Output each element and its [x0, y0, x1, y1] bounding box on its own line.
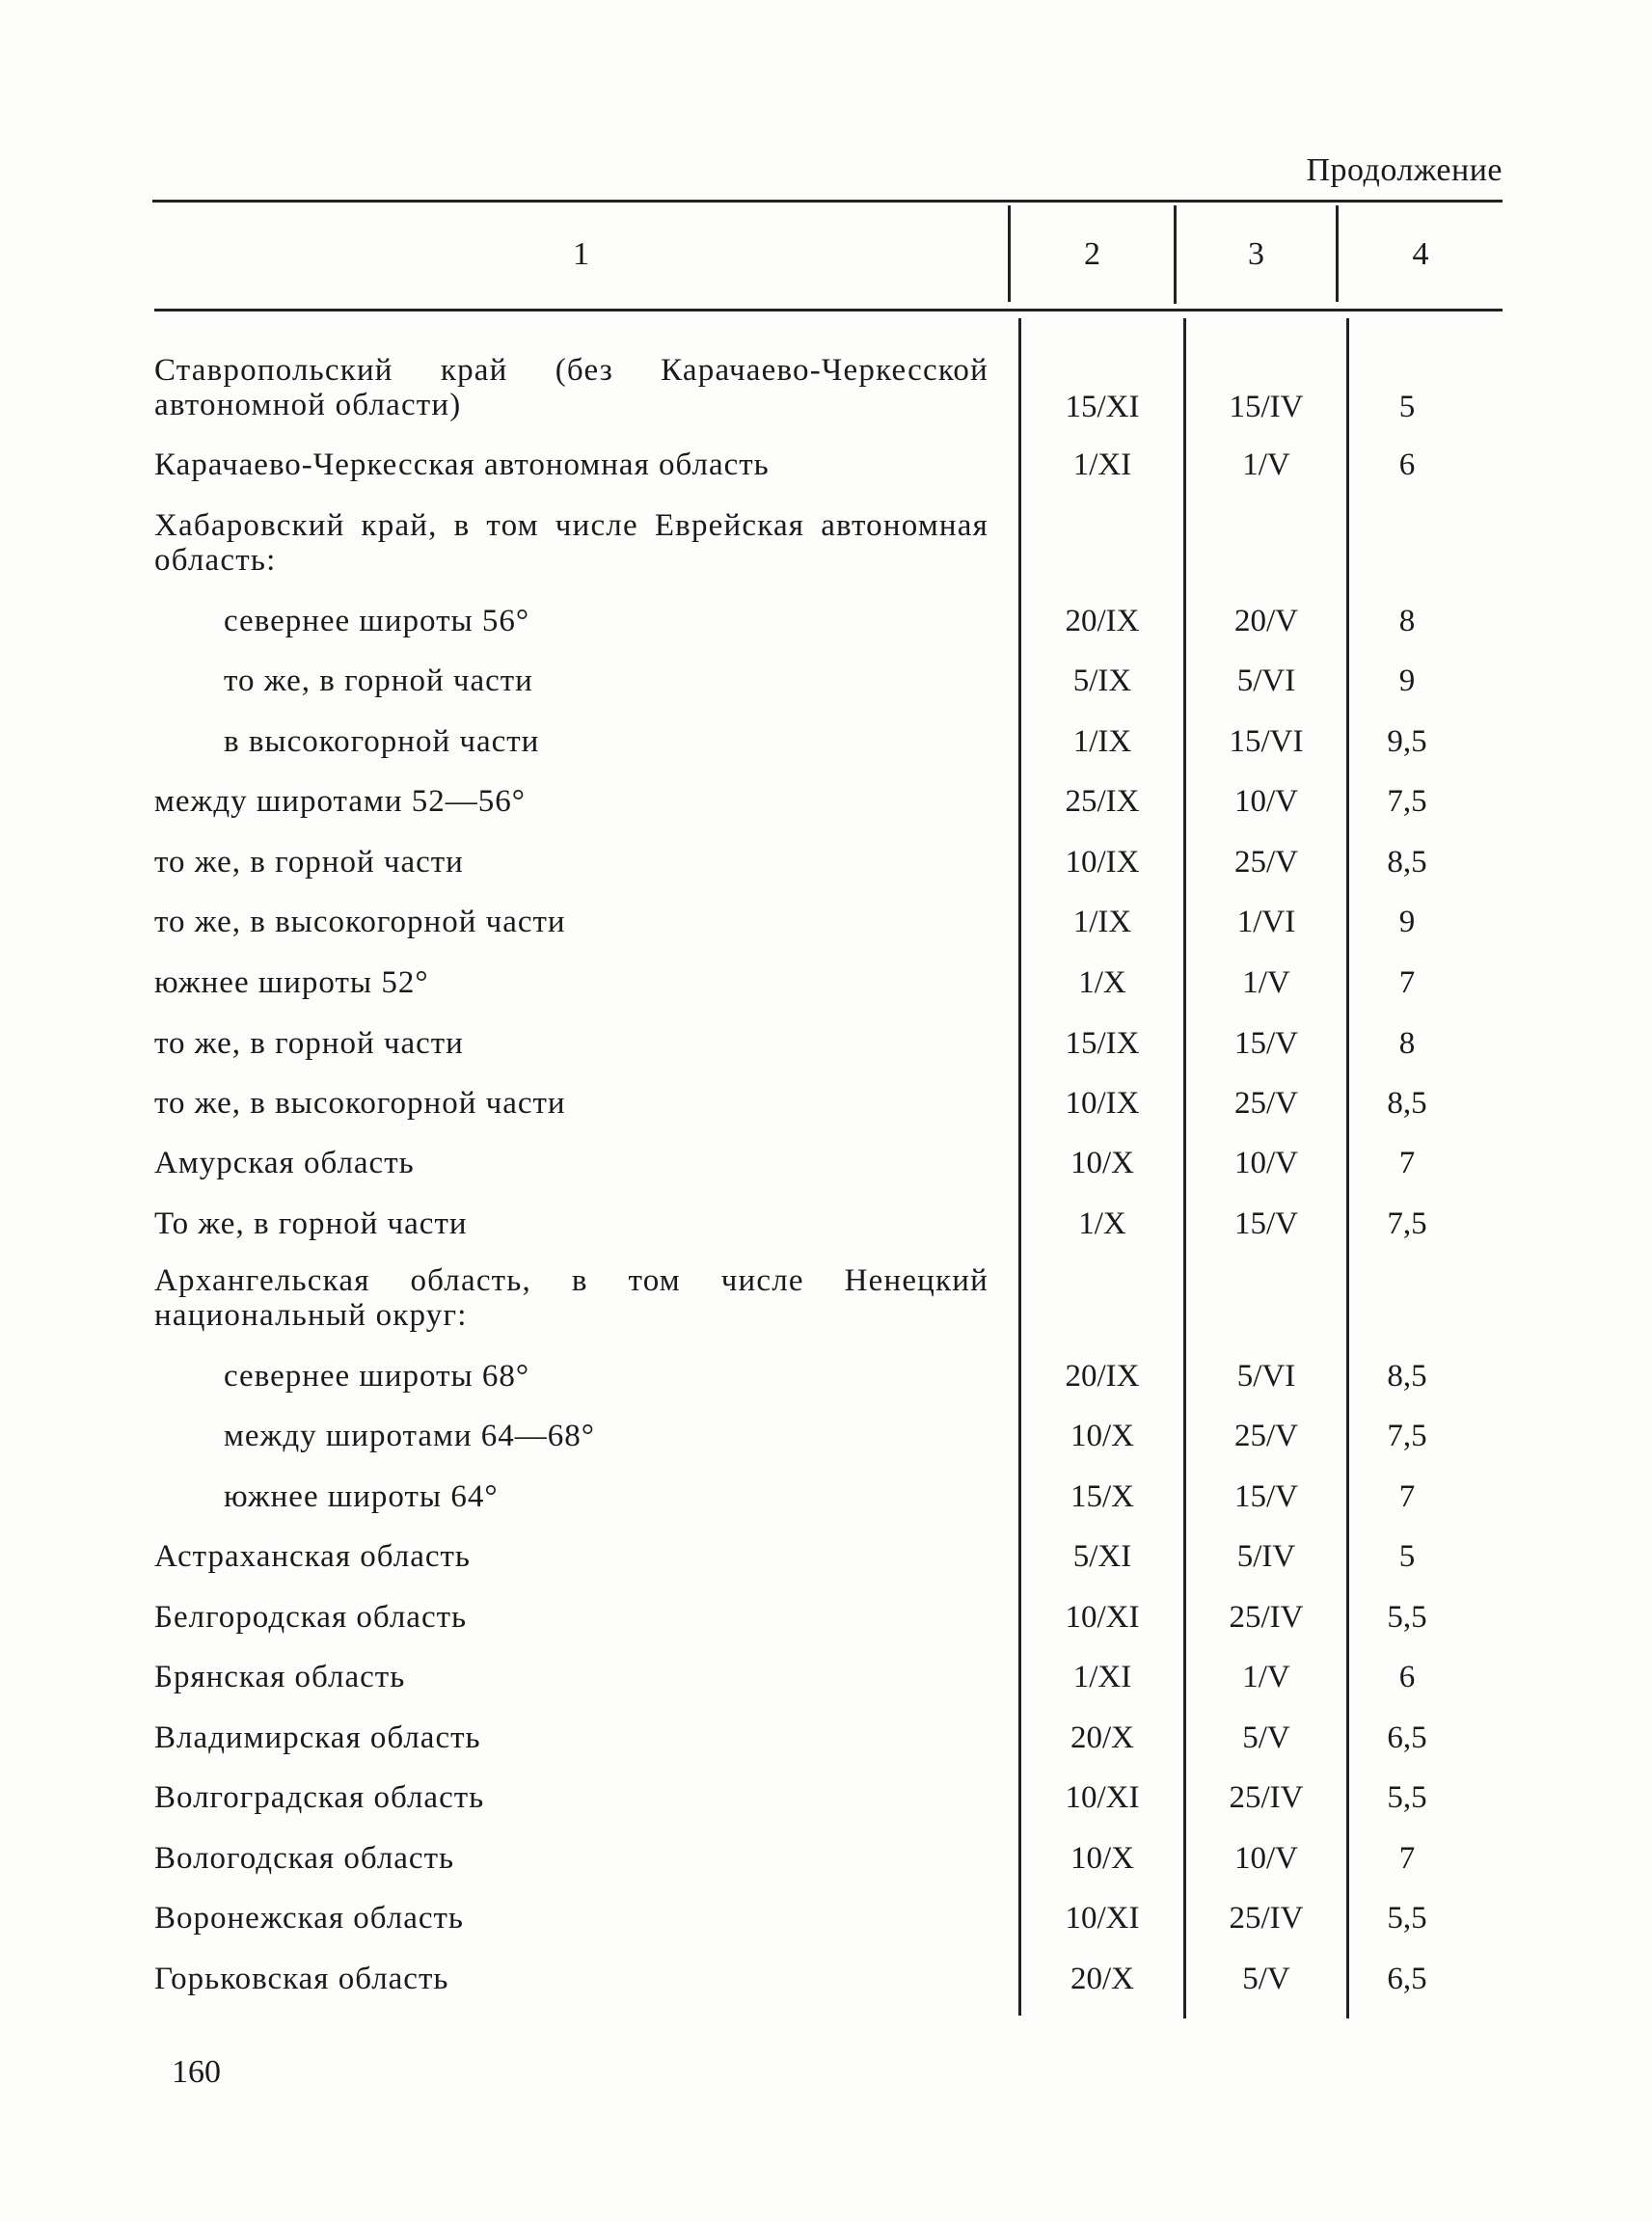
row-label: то же, в горной части: [154, 845, 464, 880]
cell-col-2: 25/IX: [1065, 784, 1140, 819]
cell-col-3: 5/V: [1242, 1720, 1290, 1755]
table-row: [0, 1201, 1652, 1249]
cell-col-2: 20/IX: [1065, 1359, 1140, 1394]
cell-col-3: 5/V: [1242, 1962, 1290, 1996]
cell-col-3: 1/V: [1242, 1660, 1290, 1694]
table-row: [0, 839, 1652, 887]
cell-col-4: 7: [1398, 965, 1416, 1000]
table-row: [0, 508, 1652, 585]
cell-col-4: 7: [1398, 1479, 1416, 1514]
table-row: [0, 1774, 1652, 1823]
table-row: [0, 598, 1652, 646]
table-row: [0, 1715, 1652, 1763]
cell-col-4: 6: [1398, 447, 1416, 482]
cell-col-2: 5/IX: [1072, 664, 1132, 698]
cell-col-3: 25/V: [1234, 845, 1298, 880]
row-label: Владимирская область: [154, 1720, 481, 1755]
cell-col-3: 25/IV: [1229, 1780, 1304, 1815]
row-label: Вологодская область: [154, 1841, 455, 1876]
cell-col-3: 25/V: [1234, 1419, 1298, 1453]
cell-col-4: 7,5: [1387, 1419, 1427, 1453]
cell-col-2: 10/X: [1070, 1841, 1134, 1876]
cell-col-4: 5: [1398, 1539, 1416, 1574]
cell-col-4: 8,5: [1387, 1359, 1427, 1394]
cell-col-2: 1/X: [1078, 965, 1126, 1000]
table-row: [0, 1533, 1652, 1582]
continuation-note: Продолжение: [1306, 152, 1503, 188]
cell-col-2: 10/X: [1070, 1419, 1134, 1453]
cell-col-3: 15/V: [1234, 1206, 1298, 1241]
column-header-1: 1: [573, 236, 589, 272]
cell-col-2: 10/IX: [1065, 845, 1140, 880]
table-row: [0, 1263, 1652, 1341]
row-label: Хабаровский край, в том числе Еврейская автономная область:: [154, 508, 988, 578]
table-row: [0, 778, 1652, 826]
cell-col-4: 5,5: [1387, 1901, 1427, 1936]
table-row: [0, 1080, 1652, 1128]
table-row: [0, 899, 1652, 947]
cell-col-3: 5/IV: [1236, 1539, 1296, 1574]
table-row: [0, 1654, 1652, 1702]
cell-col-2: 20/X: [1070, 1720, 1134, 1755]
table-row: [0, 718, 1652, 767]
cell-col-2: 10/X: [1070, 1146, 1134, 1180]
table-row: [0, 442, 1652, 490]
table-row: [0, 960, 1652, 1008]
table-row: [0, 1140, 1652, 1188]
page-number: 160: [172, 2054, 221, 2090]
row-label: Белгородская область: [154, 1600, 468, 1635]
row-label: Горьковская область: [154, 1962, 449, 1996]
table-row: [0, 1353, 1652, 1401]
table-row: [0, 1594, 1652, 1642]
cell-col-2: 15/X: [1070, 1479, 1134, 1514]
cell-col-4: 8,5: [1387, 1086, 1427, 1121]
cell-col-2: 5/XI: [1072, 1539, 1132, 1574]
cell-col-3: 5/VI: [1236, 664, 1296, 698]
cell-col-4: 9,5: [1387, 724, 1427, 759]
table-row: [0, 1413, 1652, 1461]
table-row: [0, 1474, 1652, 1522]
cell-col-2: 1/IX: [1072, 905, 1132, 939]
table-row: [0, 1956, 1652, 2004]
cell-col-3: 10/V: [1234, 1146, 1298, 1180]
cell-col-3: 10/V: [1234, 784, 1298, 819]
cell-col-2: 10/IX: [1065, 1086, 1140, 1121]
row-label: южнее широты 64°: [224, 1479, 499, 1514]
cell-col-4: 9: [1398, 664, 1416, 698]
cell-col-4: 8,5: [1387, 845, 1427, 880]
table-row: [0, 1895, 1652, 1943]
cell-col-4: 7,5: [1387, 784, 1427, 819]
cell-col-2: 10/XI: [1065, 1600, 1140, 1635]
row-label: Амурская область: [154, 1146, 415, 1180]
cell-col-3: 25/IV: [1229, 1600, 1304, 1635]
cell-col-4: 8: [1398, 604, 1416, 638]
cell-col-2: 20/IX: [1065, 604, 1140, 638]
cell-col-3: 15/IV: [1229, 390, 1304, 424]
column-header-4: 4: [1412, 236, 1429, 272]
cell-col-4: 7: [1398, 1146, 1416, 1180]
cell-col-2: 10/XI: [1065, 1780, 1140, 1815]
cell-col-4: 6: [1398, 1660, 1416, 1694]
row-label: то же, в горной части: [154, 1026, 464, 1061]
cell-col-3: 15/V: [1234, 1026, 1298, 1061]
cell-col-3: 10/V: [1234, 1841, 1298, 1876]
cell-col-4: 7: [1398, 1841, 1416, 1876]
row-label: Архангельская область, в том числе Ненецкий национальный округ:: [154, 1263, 988, 1333]
cell-col-3: 25/IV: [1229, 1901, 1304, 1936]
table-row: [0, 1020, 1652, 1069]
cell-col-3: 20/V: [1234, 604, 1298, 638]
row-label: То же, в горной части: [154, 1206, 468, 1241]
cell-col-4: 6,5: [1387, 1720, 1427, 1755]
cell-col-3: 1/VI: [1236, 905, 1296, 939]
cell-col-2: 10/XI: [1065, 1901, 1140, 1936]
cell-col-2: 15/IX: [1065, 1026, 1140, 1061]
row-label: Ставропольский край (без Карачаево-Черкесской автономной области): [154, 353, 988, 422]
cell-col-3: 1/V: [1242, 965, 1290, 1000]
cell-col-2: 1/X: [1078, 1206, 1126, 1241]
cell-col-4: 5: [1398, 390, 1416, 424]
row-label: севернее широты 56°: [224, 604, 530, 638]
cell-col-4: 5,5: [1387, 1780, 1427, 1815]
cell-col-4: 7,5: [1387, 1206, 1427, 1241]
cell-col-2: 1/IX: [1072, 724, 1132, 759]
cell-col-2: 20/X: [1070, 1962, 1134, 1996]
row-label: в высокогорной части: [224, 724, 540, 759]
cell-col-4: 9: [1398, 905, 1416, 939]
row-label: Астраханская область: [154, 1539, 471, 1574]
cell-col-3: 5/VI: [1236, 1359, 1296, 1394]
row-label: южнее широты 52°: [154, 965, 429, 1000]
cell-col-3: 15/V: [1234, 1479, 1298, 1514]
table-row: [0, 1835, 1652, 1883]
row-label: севернее широты 68°: [224, 1359, 530, 1394]
cell-col-3: 25/V: [1234, 1086, 1298, 1121]
row-label: между широтами 64—68°: [224, 1419, 595, 1453]
row-label: то же, в горной части: [224, 664, 533, 698]
cell-col-3: 1/V: [1242, 447, 1290, 482]
column-header-3: 3: [1248, 236, 1264, 272]
table-row: [0, 658, 1652, 706]
cell-col-2: 1/XI: [1072, 1660, 1132, 1694]
table-row: [0, 353, 1652, 430]
cell-col-4: 5,5: [1387, 1600, 1427, 1635]
column-header-2: 2: [1084, 236, 1100, 272]
row-label: то же, в высокогорной части: [154, 1086, 566, 1121]
cell-col-4: 8: [1398, 1026, 1416, 1061]
row-label: Волгоградская область: [154, 1780, 485, 1815]
row-label: то же, в высокогорной части: [154, 905, 566, 939]
cell-col-4: 6,5: [1387, 1962, 1427, 1996]
row-label: Карачаево-Черкесская автономная область: [154, 447, 770, 482]
cell-col-2: 1/XI: [1072, 447, 1132, 482]
row-label: между широтами 52—56°: [154, 784, 526, 819]
cell-col-2: 15/XI: [1065, 390, 1140, 424]
row-label: Брянская область: [154, 1660, 406, 1694]
cell-col-3: 15/VI: [1229, 724, 1304, 759]
row-label: Воронежская область: [154, 1901, 464, 1936]
